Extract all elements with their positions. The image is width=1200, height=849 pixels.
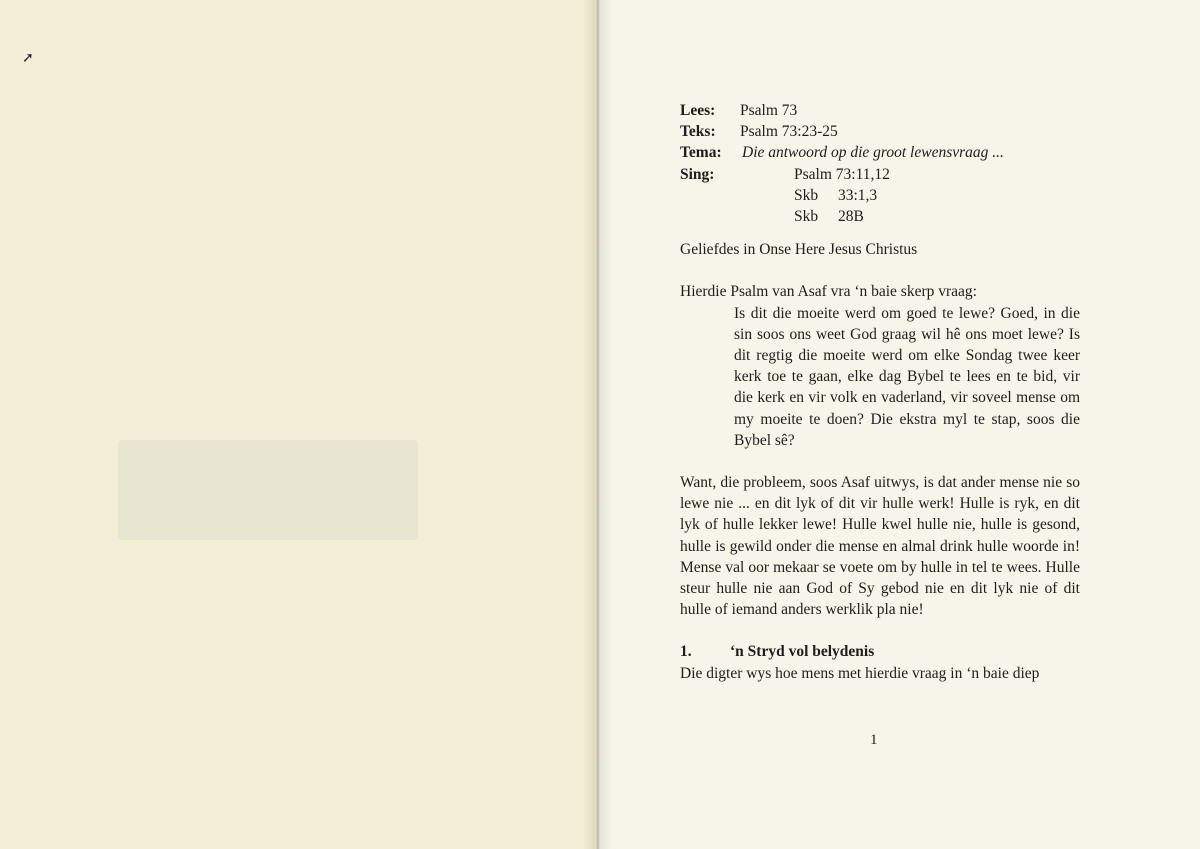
sing-book-2: Skb: [794, 186, 819, 204]
page-number: 1: [870, 732, 878, 748]
ink-speck: ➚: [22, 51, 34, 66]
left-page: [0, 0, 598, 849]
sing-item-1: Psalm 73:11,12: [794, 165, 890, 183]
lees-row: [680, 100, 1080, 121]
teks-label: Teks:: [680, 123, 716, 141]
tema-row: [680, 142, 1080, 163]
intro-line: Hierdie Psalm van Asaf vra ‘n baie skerp vraag:: [680, 283, 977, 301]
body-paragraph: Want, die probleem, soos Asaf uitwys, is dat ander mense nie so lewe nie ... en dit lyk of dit vir hulle werk! Hulle is ryk, en dit lyk of hulle lekker lewe! Hulle kwel hulle nie, hulle is gesond, hulle is gewild onder die mense en almal drink hulle woorde in! Mense val oor mekaar se voete om by hulle in tel te wees. Hulle steur hulle nie aan God of Sy gebod nie en dit lyk nie of dit hulle of iemand anders werklik pla nie!: [680, 474, 1080, 619]
sing-row-3: [794, 206, 1080, 227]
tema-value: Die antwoord op die groot lewensvraag ...: [742, 144, 1004, 162]
lees-label: Lees:: [680, 102, 716, 119]
psalm-question-quote: Is dit die moeite werd om goed te lewe? Goed, in die sin soos ons weet God graag wil hê ons moet lewe? Is dit regtig die moeite werd om elke Sondag twee keer kerk toe te gaan, elke dag Bybel te lees en te bid, vir die kerk en vir volk en vaderland, vir soveel mense om my moeite te doen? Die ekstra myl te stap, soos die Bybel sê?: [734, 304, 1080, 449]
sing-item-3: 28B: [838, 208, 864, 226]
sing-row: [680, 164, 1080, 185]
book-gutter: [583, 0, 613, 849]
greeting: Geliefdes in Onse Here Jesus Christus: [680, 241, 918, 259]
teks-value: Psalm 73:23-25: [740, 123, 838, 141]
section-heading: [680, 641, 1080, 662]
section-number: 1.: [680, 643, 692, 661]
bleed-through-image: [118, 440, 418, 540]
last-line: Die digter wys hoe mens met hierdie vraag in ‘n baie diep: [680, 664, 1040, 682]
section-title: ‘n Stryd vol belydenis: [730, 643, 875, 661]
sing-item-2: 33:1,3: [838, 186, 878, 204]
sing-label: Sing:: [680, 165, 715, 183]
lees-value: Psalm 73: [740, 102, 798, 119]
teks-row: [680, 121, 1080, 142]
sing-book-3: Skb: [794, 208, 819, 226]
sing-row-2: [794, 185, 1080, 206]
tema-label: Tema:: [680, 144, 722, 162]
sermon-text: [680, 100, 1080, 684]
